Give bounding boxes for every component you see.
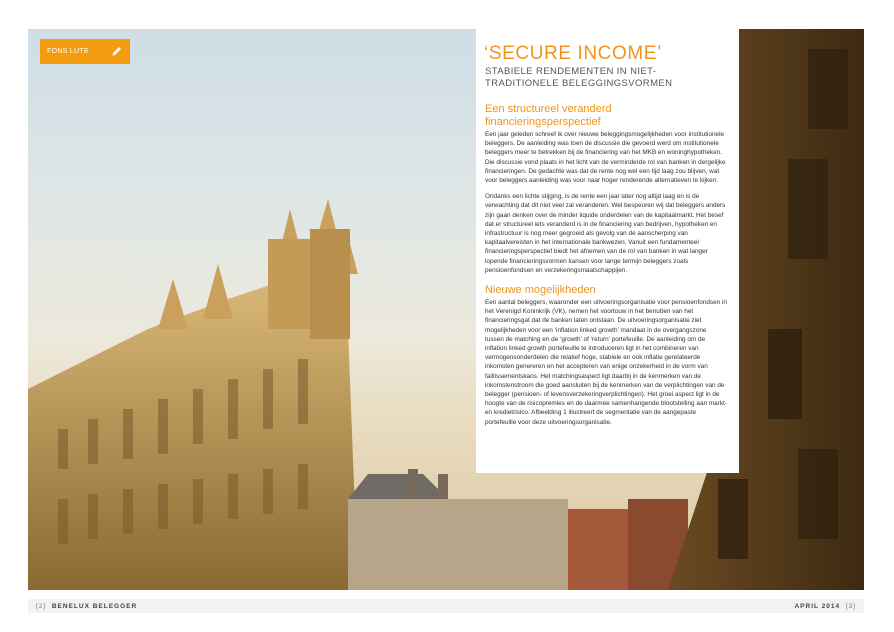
- magazine-name: BENELUX BELEGGER: [51, 602, 138, 610]
- author-name: FONS LUTE: [47, 48, 89, 55]
- right-page-number: [3]: [845, 602, 856, 610]
- page-footer: [28, 599, 864, 613]
- section-2-paragraph-1: Een aantal beleggers, waaronder een uitvoeringsorganisatie voor pensioenfondsen in het Verenigd Koninkrijk (VK), nemen het voortouw in het benutten van het financieringsgat dat de banken laten ontstaan. De uitvoeringsorganisatie ziet mogelijkheden voor een ‘inflation linked growth’ mandaat in de overgangszone tussen de matching en de ‘growth’ of ‘return’ portefeuille. De aanleiding om de inflation linked growth portefeuille te introduceren ligt in het combineren van vermogensonderdelen die relatief hoge, stabiele en ook inflatie gerelateerde inkomsten genereren en het accepteren van enige onzekerheid in de vorm van faillissementskans. Het matchingsaspect ligt daarbij in de kenmerken van de inkomstenstroom die goed aansluiten bij de kenmerken van de verplichtingen van de belegger (pensioen- of levensverzekeringverplichtingen). Het groei aspect ligt in de hoogte van de risicopremies en de daarmee samenhangende blootstelling aan markt- en kredietrisico. Afbeelding 1 illustreert de segmentatie van de aangepaste portefeuille voor deze uitvoeringsorganisatie.: [485, 299, 727, 426]
- section-1-paragraph-1: Een jaar geleden schreef ik over nieuwe beleggingsmogelijkheden voor institutionele beleggers. De aanleiding was toen de discussie die gevoerd werd om institutionele beleggers meer te betrekken bij de financiering van het MKB en woninghypotheken. Die discussie vond plaats in het licht van de verminderde rol van banken in dergelijke financieringen. De gedachte was dat de rente nog wel een tijd laag zou blijven, wat voor beleggers aanleiding was voor naar hoger renderende alternatieven te kijken.: [485, 131, 726, 185]
- issue-date: APRIL 2014: [794, 602, 841, 610]
- article-subtitle: STABIELE RENDEMENTEN IN NIET-TRADITIONELE BELEGGINGSVORMEN: [485, 66, 673, 89]
- section-1-paragraph-2: Ondanks een lichte stijging, is de rente een jaar later nog altijd laag en is de verwachting dat dit niet veel zal veranderen. Wel bespeuren wij dat beleggers anders zijn gaan denken over de minder liquide onderdelen van de kapitaalmarkt. Het besef dat er structureel iets veranderd is in de financiering van bedrijven, hypotheken en infrastructuur is nog meer gegroeid als gevolg van de aanscherping van kapitaalvereisten in het internationale bankwezen. Vanuit een fundamenteel financieringsperspectief biedt het afnemen van de rol van banken in wat langer lopende financieringsvormen kansen voor lange termijn beleggers zoals pensioenfondsen en verzekeringsmaatschappijen.: [485, 193, 726, 274]
- section-heading-2: Nieuwe mogelijkheden: [485, 284, 596, 297]
- pen-icon: [110, 46, 122, 58]
- article-panel: [476, 29, 739, 473]
- footer-left: [36, 603, 137, 610]
- left-page-number: [2]: [36, 602, 47, 610]
- author-tag: [40, 39, 130, 64]
- article-title: ‘SECURE INCOME’: [484, 43, 662, 64]
- footer-right: [794, 603, 856, 610]
- section-heading-1: Een structureel veranderd financieringsperspectief: [485, 103, 612, 128]
